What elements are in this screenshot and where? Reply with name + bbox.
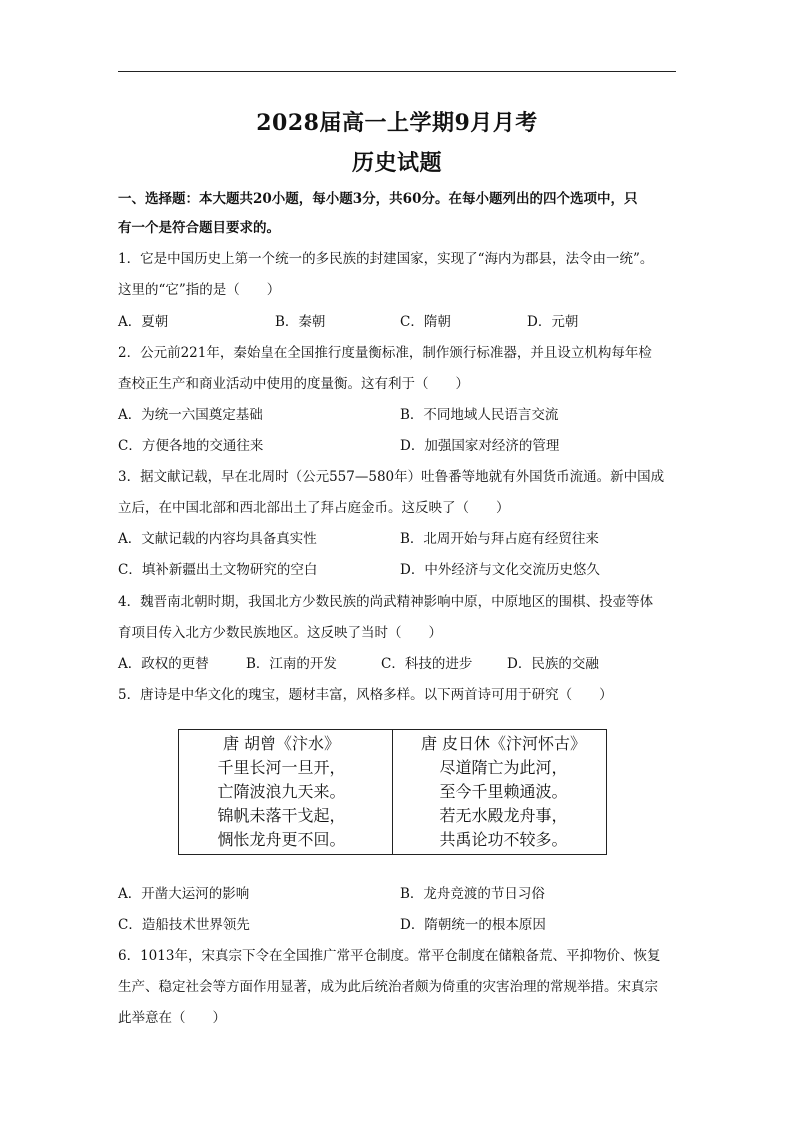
q2-option-b[interactable]: B．不同地域人民语言交流	[400, 407, 559, 423]
poem-right-line: 至今千里赖通波。	[439, 782, 568, 801]
poem-left-line: 亡隋波浪九天来。	[217, 782, 346, 801]
poem-left-title: 唐 胡曾《汴水》	[222, 734, 341, 753]
q3-option-c[interactable]: C．填补新疆出土文物研究的空白	[118, 562, 318, 578]
poem-left-line: 惆怅龙舟更不回。	[217, 830, 346, 849]
q6-stem-line1: 6．1013年，宋真宗下令在全国推广常平仓制度。常平仓制度在储粮备荒、平抑物价、恢复	[118, 948, 661, 964]
q6-stem-line2: 生产、稳定社会等方面作用显著，成为此后统治者颇为倚重的灾害治理的常规举措。宋真宗	[118, 979, 658, 995]
q3-stem-line1: 3．据文献记载，早在北周时（公元557—580年）吐鲁番等地就有外国货币流通。新中国成	[118, 469, 665, 485]
q4-stem-line2: 育项目传入北方少数民族地区。这反映了当时（ ）	[118, 625, 442, 641]
section-heading-line2: 有一个是符合题目要求的。	[118, 220, 280, 236]
poem-right-line: 若无水殿龙舟事，	[439, 806, 568, 825]
q2-stem-line1: 2．公元前221年，秦始皇在全国推行度量衡标准，制作颁行标准器，并且设立机构每年检	[118, 345, 652, 361]
q2-option-d[interactable]: D．加强国家对经济的管理	[400, 438, 560, 454]
q4-option-d[interactable]: D．民族的交融	[507, 656, 599, 672]
poem-right-line: 共禹论功不较多。	[439, 830, 568, 849]
poem-left	[179, 730, 393, 854]
q1-option-b[interactable]: B．秦朝	[275, 314, 326, 330]
q3-option-a[interactable]: A．文献记载的内容均具备真实性	[118, 531, 317, 547]
q2-option-a[interactable]: A．为统一六国奠定基础	[118, 407, 263, 423]
poem-left-line: 锦帆未落干戈起，	[217, 806, 346, 825]
exam-subtitle: 历史试题	[351, 150, 442, 176]
q4-option-b[interactable]: B．江南的开发	[246, 656, 337, 672]
q1-stem-line2: 这里的“它”指的是（ ）	[118, 282, 281, 298]
section-heading	[118, 185, 678, 243]
q1-stem-line1: 1．它是中国历史上第一个统一的多民族的封建国家，实现了“海内为郡县，法令由一统”。	[118, 251, 654, 267]
q3-option-d[interactable]: D．中外经济与文化交流历史悠久	[400, 562, 600, 578]
poem-right	[393, 730, 606, 854]
q5-stem-line1: 5．唐诗是中华文化的瑰宝，题材丰富，风格多样。以下两首诗可用于研究（ ）	[118, 687, 613, 703]
q1-option-d[interactable]: D．元朝	[527, 314, 579, 330]
section-heading-line1: 一、选择题：本大题共20小题，每小题3分，共60分。在每小题列出的四个选项中，只	[118, 191, 638, 207]
q4-option-c[interactable]: C．科技的进步	[381, 656, 473, 672]
q2-option-c[interactable]: C．方便各地的交通往来	[118, 438, 264, 454]
q5-option-b[interactable]: B．龙舟竞渡的节日习俗	[400, 886, 545, 902]
q4-option-a[interactable]: A．政权的更替	[118, 656, 209, 672]
q5-option-c[interactable]: C．造船技术世界领先	[118, 917, 250, 933]
q1-option-a[interactable]: A．夏朝	[118, 314, 169, 330]
q3-stem-line2: 立后，在中国北部和西北部出土了拜占庭金币。这反映了（ ）	[118, 500, 510, 516]
q5-option-d[interactable]: D．隋朝统一的根本原因	[400, 917, 546, 933]
poem-table	[178, 729, 607, 855]
q2-stem-line2: 查校正生产和商业活动中使用的度量衡。这有利于（ ）	[118, 376, 469, 392]
exam-title: 2028届高一上学期9月月考	[256, 110, 538, 136]
q5-option-a[interactable]: A．开凿大运河的影响	[118, 886, 250, 902]
q3-option-b[interactable]: B．北周开始与拜占庭有经贸往来	[400, 531, 599, 547]
poem-right-title: 唐 皮日休《汴河怀古》	[420, 734, 587, 753]
poem-left-line: 千里长河一旦开，	[217, 758, 346, 777]
q4-stem-line1: 4．魏晋南北朝时期，我国北方少数民族的尚武精神影响中原，中原地区的围棋、投壶等体	[118, 594, 654, 610]
header-rule	[118, 71, 676, 72]
q1-option-c[interactable]: C．隋朝	[400, 314, 451, 330]
q6-stem-line3: 此举意在（ ）	[118, 1010, 226, 1026]
poem-right-line: 尽道隋亡为此河，	[439, 758, 568, 777]
